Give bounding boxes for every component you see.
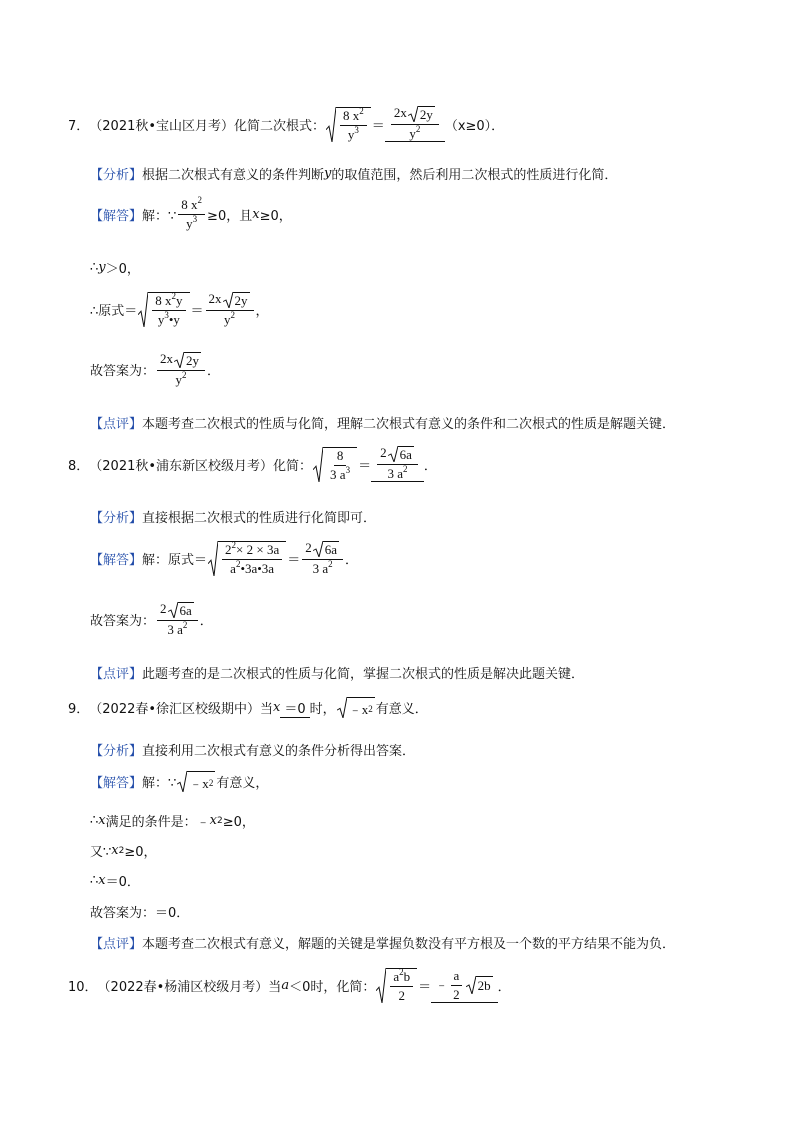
q7-analysis: 【分析】 根据二次根式有意义的条件判断 y 的取值范围，然后利用二次根式的性质进行化简． (90, 166, 618, 183)
q7-review: 【点评】 本题考查二次根式的性质与化简，理解二次根式有意义的条件和二次根式的性质是解题关键． (90, 413, 675, 432)
q9-step3: ∴ x ＝0． (90, 873, 140, 890)
q9-review: 【点评】 本题考查二次根式有意义，解题的关键是掌握负数没有平方根及一个数的平方结果不能为负． (90, 937, 676, 952)
analysis-tag: 【分析】 (90, 168, 143, 183)
q8-final: 故答案为： 2 6a 3 $a^2$ ． (90, 601, 213, 638)
answer-tag: 【解答】 (90, 209, 143, 224)
q7-answer: 【解答】 解：∵ $\frac{8 x^2}{y^3}$ ≥0，且 x ≥0， (90, 195, 292, 231)
q7-condition: （x≥0）． (444, 118, 505, 134)
q7-number: 7． (68, 118, 90, 134)
q8-line: 8． （2021秋•浦东新区校级月考）化简： $\frac{8}{3 a^3}$ ＝ 2 6a 3 $a^2$ ． (68, 445, 437, 482)
q8-answer-blank: 2 6a 3 $a^2$ (371, 446, 424, 482)
q9-line: 9． （2022春•徐汇区校级期中）当 x ＝0 时， ﹣x 2 有意义． (68, 697, 428, 718)
q7-line: 7． （2021秋•宝山区月考）化简二次根式： $\frac{8 x^2}{y^3}$ ＝ 2x 2y $y^2$ （x≥0）． (68, 105, 505, 142)
q7-step1: ∴ y ＞0， (90, 260, 140, 277)
review-tag: 【点评】 (90, 417, 143, 432)
q7-radical: $\frac{8 x^2}{y^3}$ (326, 107, 371, 142)
q7-step2: ∴原式＝ $\frac{8 x^2y}{y^3•y}$ ＝ 2x 2y $y^2$ ， (90, 291, 269, 328)
q7-final: 故答案为： 2x 2y $y^2$ ． (90, 351, 221, 388)
q9-step2: 又∵ x 2 ≥0， (90, 843, 157, 860)
q9-analysis: 【分析】 直接利用二次根式有意义的条件分析得出答案． (90, 744, 416, 759)
q10-line: 10． （2022春•杨浦区校级月考）当 a ＜0时，化简： $\frac{a^2b}{2}$ ＝ ﹣ $\frac{a}{2}$ 2b ． (68, 967, 511, 1003)
q9-answer-blank: ＝0 (280, 698, 309, 718)
q10-answer-blank: ﹣ $\frac{a}{2}$ 2b (431, 969, 498, 1003)
q8-answer: 【解答】 解：原式＝ $\frac{2^2\times 2 \times 3a}{a^2•3a•3a}$ ＝ 2 6a 3 $a^2$ ． (90, 540, 359, 577)
q9-final: 故答案为：＝0． (90, 906, 190, 921)
radical-sign (326, 107, 336, 142)
q7-answer-blank: 2x 2y $y^2$ (385, 106, 445, 142)
q9-step1: ∴ x 满足的条件是：﹣ x 2 ≥0， (90, 813, 255, 830)
q8-analysis: 【分析】 直接根据二次根式的性质进行化简即可． (90, 511, 377, 526)
q7-source: （2021秋•宝山区月考）化简二次根式： (89, 118, 326, 134)
q8-review: 【点评】 此题考查的是二次根式的性质与化简，掌握二次根式的性质是解决此题关键． (90, 667, 585, 682)
q9-answer: 【解答】 解：∵ ﹣x 2 有意义， (90, 771, 268, 792)
